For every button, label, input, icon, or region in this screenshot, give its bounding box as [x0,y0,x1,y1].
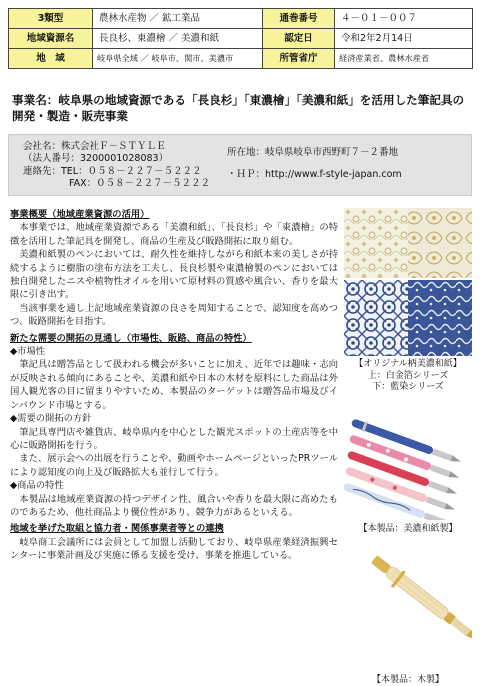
overview-paragraph-3: 当該事業を通し上記地域産業資源の良さを周知することで、認知度を高めつつ、販路開拓を目指す。 [10,302,338,328]
company-right-column [227,147,467,182]
policy-paragraph-1: 筆記具専門店や雑貨店、岐阜県内を中心とした観光スポットの土産店等を中心に販路開拓を行う。 [10,426,338,451]
resource-value: 長良杉、東濃檜 ／ 美濃和紙 [93,29,263,49]
main-body [10,208,338,563]
ministry-value: 経済産業省、農林水産省 [335,49,473,69]
company-info-box [8,134,472,196]
resource-label: 地域資源名 [9,29,93,49]
region-label: 地 域 [9,49,93,69]
section-heading-cooperation: 地域を挙げた取組と協力者・関係事業者等との連携 [10,523,224,535]
company-address: 所在地：岐阜県岐阜市西野町７－２番地 [227,147,399,158]
serial-label: 通巻番号 [263,9,335,29]
subheading-features: ◆商品の特性 [10,480,64,492]
overview-paragraph-1: 本事業では、地域産業資源である「美濃和紙」、「長良杉」や「東濃檜」の特徴を活用した筆記具を開発し、商品の生産及び販路開拓に取り組む。 [10,222,338,247]
company-fax: FAX：０５８－２２７－５２２２ [69,178,211,190]
subheading-policy: ◆需要の開拓の方針 [10,413,92,425]
approval-date-value: 令和2年2月14日 [335,29,473,49]
washi-pen-caption: 【本製品：美濃和紙製】 [358,523,458,534]
cooperation-paragraph: 岐阜商工会議所には会員として加盟し活動しており、岐阜県産業経済振興センターに事業計画及び実施に係る支援を受け、事業を推進している。 [10,536,338,562]
features-paragraph: 本製品は地域産業資源の持つデザイン性、風合いや香りを最大限に高めたものであるため、他社商品より優位性があり、競争力があるといえる。 [10,493,338,518]
company-left-column [23,141,233,191]
corporate-number: （法人番号：3200001028083） [23,153,169,165]
washi-caption-title: 【オリジナル柄美濃和紙】 [354,359,462,369]
policy-paragraph-2: また、展示会への出展を行うことや、動画やホームページといったPRツールにより認知度の向上及び販路拡大も並行して行う。 [10,453,338,478]
wood-pen-caption: 【本製品：木製】 [371,674,444,685]
company-tel: 連絡先：TEL：０５８－２２７－５２２２ [23,165,202,177]
company-homepage[interactable]: ・ＨＰ：http://www.f-style-japan.com [227,169,402,181]
type-value: 農林水産物 ／ 鉱工業品 [93,9,263,29]
market-paragraph: 筆記具は贈答品として扱われる機会が多いことに加え、近年では趣味・志向が反映される傾向にあることや、美濃和紙や日本の木材を原料にした商品は外国人観光客の目に留まりやすいため、本製品のターゲットは贈答品市場及びインバウンド市場とする。 [10,359,338,411]
type-label: 3類型 [9,9,93,29]
washi-caption-bottom: 下：藍染シリーズ [372,382,444,392]
project-title: 事業名：岐阜県の地域資源である「長良杉」「東濃檜」「美濃和紙」を活用した筆記具の開発・製造・販売事業 [12,93,465,123]
header-row-type [9,9,473,29]
section-heading-demand: 新たな需要の開拓の見通し（市場性、販路、商品の特性） [10,332,252,344]
header-row-resource [9,29,473,49]
overview-paragraph-2: 美濃和紙製のペンにおいては、耐久性を維持しながら和紙本来の美しさが持続するように樹脂の塗布方法を工夫し、長良杉製や東濃檜製のペンにおいては独自開発したニスや植物性オイルを用いて原材料の質感や風合い、香りを最大限に引き出す。 [10,249,338,301]
image-column [344,208,472,686]
washi-paper-image [344,208,472,356]
wood-pen-image [344,553,472,671]
region-value: 岐阜県全域 ／ 岐阜市、関市、美濃市 [93,49,263,69]
header-row-region [9,49,473,69]
header-table [8,8,473,69]
washi-caption-top: 上：白金箔シリーズ [367,370,449,381]
subheading-market: ◆市場性 [10,346,46,358]
approval-date-label: 認定日 [263,29,335,49]
serial-value: ４－０１－００７ [335,9,473,29]
washi-caption [344,359,472,394]
washi-pens-image [344,408,472,520]
ministry-label: 所管省庁 [263,49,335,69]
company-name: 会社名：株式会社Ｆ－ＳＴＹＬＥ [23,141,166,152]
section-heading-overview: 事業概要（地域産業資源の活用） [10,209,150,220]
